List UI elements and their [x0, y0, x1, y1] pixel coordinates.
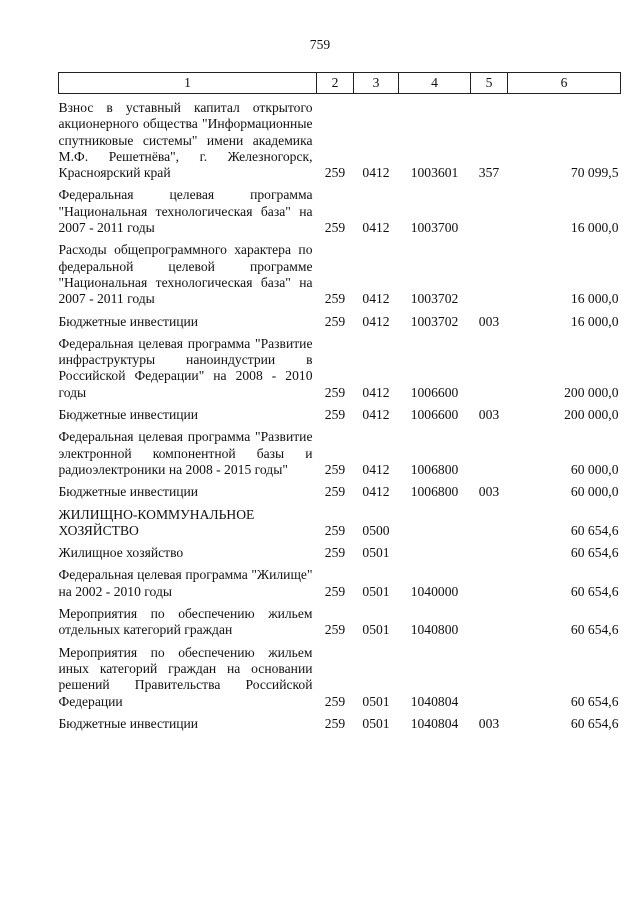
- header-col-4: 4: [399, 73, 471, 94]
- table-row: [59, 181, 621, 236]
- row-section-code: 0500: [362, 522, 390, 538]
- header-col-1: 1: [59, 73, 317, 94]
- budget-table: [58, 72, 621, 732]
- row-target-code: [399, 501, 471, 540]
- row-target-code: 1003702: [410, 291, 459, 307]
- row-ministry-code: 259: [324, 165, 346, 181]
- row-target-code: 1003700: [410, 220, 459, 236]
- row-ministry-code: 259: [324, 715, 346, 731]
- row-amount: 16 000,0: [570, 220, 619, 236]
- row-ministry-code: 259: [324, 622, 346, 638]
- row-section-code: 0501: [362, 715, 390, 731]
- table-row: [59, 478, 621, 500]
- row-target-code: 1006800: [410, 461, 459, 477]
- row-amount: 16 000,0: [570, 313, 619, 329]
- row-amount: 60 654,6: [570, 545, 619, 561]
- header-col-2: 2: [317, 73, 354, 94]
- table-body: [59, 94, 621, 733]
- row-description: Бюджетные инвестиции: [58, 484, 199, 500]
- row-ministry-code: 259: [324, 693, 346, 709]
- row-description: Бюджетные инвестиции: [58, 313, 199, 329]
- row-description: Федеральная целевая программа "Национальная технологическая база" на 2007 - 2011 годы: [58, 187, 313, 236]
- row-description: Расходы общепрограммного характера по федеральной целевой программе "Национальная технологическая база" на 2007 - 2011 годы: [58, 242, 313, 307]
- row-amount: 60 654,6: [570, 622, 619, 638]
- row-description: Федеральная целевая программа "Развитие инфраструктуры наноиндустрии в Российской Федерации" на 2008 - 2010 годы: [58, 335, 313, 400]
- row-expense-type-code: [471, 330, 508, 401]
- row-section-code: 0412: [362, 484, 390, 500]
- row-target-code: 1006800: [410, 484, 459, 500]
- table-row: [59, 600, 621, 639]
- row-section-code: 0412: [362, 220, 390, 236]
- row-section-code: 0412: [362, 407, 390, 423]
- table-row: [59, 94, 621, 182]
- row-amount: 60 654,6: [570, 522, 619, 538]
- row-target-code: 1040804: [410, 693, 459, 709]
- row-ministry-code: 259: [324, 291, 346, 307]
- row-section-code: 0412: [362, 384, 390, 400]
- row-target-code: 1040804: [410, 715, 459, 731]
- table-row: [59, 401, 621, 423]
- row-description: Федеральная целевая программа "Развитие электронной компонентной базы и радиоэлектроники на 2008 - 2015 годы": [58, 429, 313, 477]
- row-ministry-code: 259: [324, 545, 346, 561]
- row-ministry-code: 259: [324, 583, 346, 599]
- row-amount: 70 099,5: [570, 165, 619, 181]
- row-expense-type-code: 003: [478, 715, 500, 731]
- row-amount: 60 654,6: [570, 693, 619, 709]
- table-header-row: [59, 73, 621, 94]
- row-description: Мероприятия по обеспечению жильем отдельных категорий граждан: [58, 606, 313, 638]
- row-target-code: 1040800: [410, 622, 459, 638]
- table-row: [59, 710, 621, 732]
- row-expense-type-code: [471, 423, 508, 478]
- table-row: [59, 501, 621, 540]
- row-section-code: 0501: [362, 622, 390, 638]
- row-expense-type-code: 003: [478, 313, 500, 329]
- row-description: Взнос в уставный капитал открытого акционерного общества "Информационные спутниковые системы" имени академика М.Ф. Решетнёва", г. Железногорск, Красноярский край: [58, 100, 313, 181]
- row-amount: 200 000,0: [564, 407, 619, 423]
- row-section-code: 0412: [362, 461, 390, 477]
- row-amount: 200 000,0: [564, 384, 619, 400]
- row-amount: 60 654,6: [570, 583, 619, 599]
- row-ministry-code: 259: [324, 313, 346, 329]
- header-col-6: 6: [508, 73, 621, 94]
- page-number: 759: [309, 37, 331, 52]
- row-expense-type-code: [471, 600, 508, 639]
- row-expense-type-code: [471, 639, 508, 710]
- row-target-code: 1006600: [410, 407, 459, 423]
- header-col-5: 5: [471, 73, 508, 94]
- table-row: [59, 639, 621, 710]
- row-ministry-code: 259: [324, 384, 346, 400]
- row-ministry-code: 259: [324, 461, 346, 477]
- row-section-code: 0501: [362, 693, 390, 709]
- row-amount: 60 000,0: [570, 461, 619, 477]
- row-ministry-code: 259: [324, 522, 346, 538]
- row-expense-type-code: [471, 501, 508, 540]
- table-row: [59, 423, 621, 478]
- row-amount: 60 654,6: [570, 715, 619, 731]
- row-ministry-code: 259: [324, 484, 346, 500]
- row-target-code: 1040000: [410, 583, 459, 599]
- row-expense-type-code: [471, 181, 508, 236]
- row-target-code: 1003702: [410, 313, 459, 329]
- row-section-code: 0412: [362, 313, 390, 329]
- row-expense-type-code: 003: [478, 407, 500, 423]
- row-description: Бюджетные инвестиции: [58, 715, 199, 731]
- header-col-3: 3: [354, 73, 399, 94]
- row-target-code: 1003601: [410, 165, 459, 181]
- row-expense-type-code: [471, 561, 508, 600]
- table-row: [59, 561, 621, 600]
- row-amount: 16 000,0: [570, 291, 619, 307]
- row-expense-type-code: 003: [478, 484, 500, 500]
- row-target-code: 1006600: [410, 384, 459, 400]
- table-row: [59, 539, 621, 561]
- table-row: [59, 236, 621, 307]
- row-ministry-code: 259: [324, 407, 346, 423]
- row-section-code: 0501: [362, 583, 390, 599]
- table-row: [59, 330, 621, 401]
- row-expense-type-code: [471, 539, 508, 561]
- row-ministry-code: 259: [324, 220, 346, 236]
- table-row: [59, 308, 621, 330]
- row-description: Бюджетные инвестиции: [58, 407, 199, 423]
- row-target-code: [399, 539, 471, 561]
- row-description: Мероприятия по обеспечению жильем иных категорий граждан на основании решений Правительства Российской Федерации: [58, 644, 313, 709]
- budget-table-container: [58, 72, 620, 732]
- row-amount: 60 000,0: [570, 484, 619, 500]
- row-description: Федеральная целевая программа "Жилище" на 2002 - 2010 годы: [58, 567, 313, 599]
- row-section-code: 0412: [362, 165, 390, 181]
- row-section-code: 0501: [362, 545, 390, 561]
- row-section-code: 0412: [362, 291, 390, 307]
- row-expense-type-code: 357: [478, 165, 500, 181]
- row-description: Жилищное хозяйство: [58, 545, 184, 561]
- row-expense-type-code: [471, 236, 508, 307]
- row-description: ЖИЛИЩНО-КОММУНАЛЬНОЕ ХОЗЯЙСТВО: [58, 506, 255, 538]
